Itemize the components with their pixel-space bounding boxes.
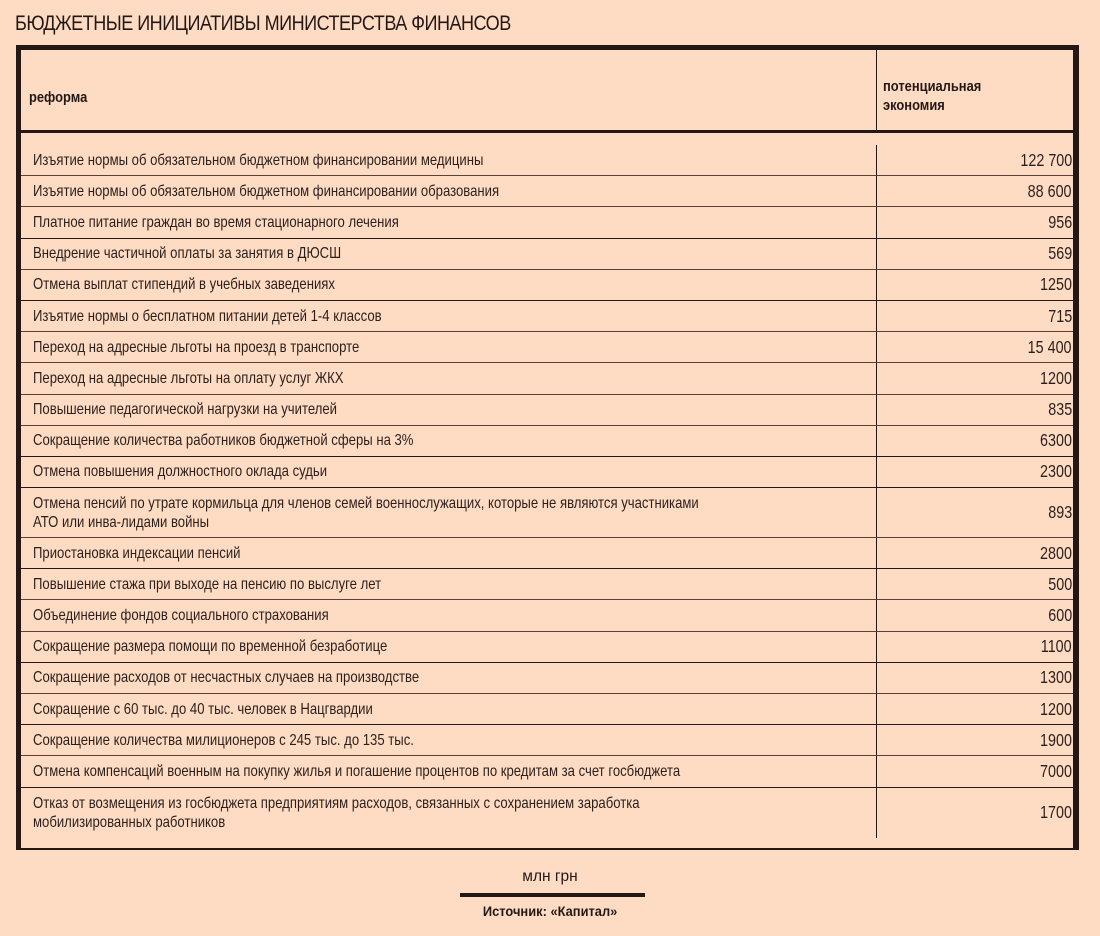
unit-label: млн грн bbox=[522, 868, 578, 885]
reform-cell bbox=[21, 207, 877, 237]
savings-value: 569 bbox=[1048, 243, 1072, 264]
savings-value: 1200 bbox=[1040, 698, 1072, 719]
table-row bbox=[21, 600, 1073, 631]
reform-text: Изъятие нормы об обязательном бюджетном финансировании медицины bbox=[33, 151, 484, 169]
savings-cell bbox=[877, 725, 1073, 755]
savings-cell bbox=[877, 569, 1073, 599]
savings-cell bbox=[877, 270, 1073, 300]
reform-text: Переход на адресные льготы на проезд в транспорте bbox=[33, 338, 360, 356]
savings-cell bbox=[877, 756, 1073, 786]
reform-cell bbox=[21, 332, 877, 362]
reform-cell bbox=[21, 725, 877, 755]
reform-text: Изъятие нормы о бесплатном питании детей 1-4 классов bbox=[33, 307, 382, 325]
savings-cell bbox=[877, 600, 1073, 630]
table-row bbox=[21, 207, 1073, 238]
savings-cell bbox=[877, 207, 1073, 237]
table-row bbox=[21, 694, 1073, 725]
table-row bbox=[21, 663, 1073, 694]
savings-cell bbox=[877, 538, 1073, 568]
reform-cell bbox=[21, 363, 877, 393]
savings-value: 956 bbox=[1048, 211, 1072, 232]
table-row bbox=[21, 145, 1073, 176]
savings-cell bbox=[877, 663, 1073, 693]
savings-value: 1200 bbox=[1040, 367, 1072, 388]
savings-value: 2800 bbox=[1040, 542, 1072, 563]
table-row bbox=[21, 239, 1073, 270]
table-row bbox=[21, 725, 1073, 756]
table-row bbox=[21, 301, 1073, 332]
reform-text: Отмена пенсий по утрате кормильца для членов семей военнослужащих, которые не являются участниками АТО или инва-лидами войны bbox=[33, 494, 699, 531]
table-row bbox=[21, 176, 1073, 207]
reform-text: Сокращение размера помощи по временной безработице bbox=[33, 638, 388, 656]
reform-cell bbox=[21, 663, 877, 693]
table-row bbox=[21, 332, 1073, 363]
table-row bbox=[21, 395, 1073, 426]
source-note bbox=[0, 903, 1100, 919]
reform-cell bbox=[21, 301, 877, 331]
reform-cell bbox=[21, 395, 877, 425]
savings-value: 1100 bbox=[1041, 636, 1072, 657]
reform-text: Приостановка индексации пенсий bbox=[33, 544, 241, 562]
column-header-reform: реформа bbox=[29, 89, 88, 106]
reform-text: Сокращение количества милиционеров с 245 тыс. до 135 тыс. bbox=[33, 731, 414, 749]
column-divider bbox=[876, 50, 877, 130]
column-header-savings bbox=[883, 77, 981, 115]
savings-cell bbox=[877, 395, 1073, 425]
table-row bbox=[21, 457, 1073, 488]
reform-cell bbox=[21, 756, 877, 786]
reform-cell bbox=[21, 488, 877, 537]
savings-value: 1250 bbox=[1040, 274, 1072, 295]
reform-text: Объединение фондов социального страхования bbox=[33, 607, 329, 625]
column-header-savings-line-1: потенциальная bbox=[883, 78, 982, 95]
savings-value: 1700 bbox=[1040, 802, 1072, 823]
savings-value: 122 700 bbox=[1020, 149, 1072, 170]
table-row bbox=[21, 569, 1073, 600]
savings-value: 500 bbox=[1048, 573, 1072, 594]
savings-cell bbox=[877, 332, 1073, 362]
reform-text: Повышение педагогической нагрузки на учителей bbox=[33, 401, 337, 419]
column-header-savings-line-2: экономия bbox=[883, 97, 945, 114]
savings-cell bbox=[877, 632, 1073, 662]
reform-text: Изъятие нормы об обязательном бюджетном финансировании образования bbox=[33, 182, 500, 200]
savings-cell bbox=[877, 145, 1073, 175]
table-row bbox=[21, 538, 1073, 569]
savings-cell bbox=[877, 363, 1073, 393]
reform-text: Отмена выплат стипендий в учебных заведениях bbox=[33, 276, 335, 294]
reform-text: Сокращение количества работников бюджетной сферы на 3% bbox=[33, 432, 414, 450]
reform-cell bbox=[21, 145, 877, 175]
table-row bbox=[21, 426, 1073, 457]
savings-value: 7000 bbox=[1040, 760, 1072, 781]
savings-cell bbox=[877, 488, 1073, 537]
savings-cell bbox=[877, 694, 1073, 724]
reform-text: Сокращение с 60 тыс. до 40 тыс. человек в Нацгвардии bbox=[33, 700, 373, 718]
reform-text: Сокращение расходов от несчастных случаев на производстве bbox=[33, 669, 420, 687]
savings-cell bbox=[877, 176, 1073, 206]
table-header bbox=[21, 50, 1073, 133]
savings-value: 2300 bbox=[1040, 461, 1072, 482]
table-row bbox=[21, 632, 1073, 663]
savings-value: 15 400 bbox=[1028, 336, 1072, 357]
table-row bbox=[21, 756, 1073, 787]
savings-cell bbox=[877, 788, 1073, 838]
reform-cell bbox=[21, 270, 877, 300]
table-row bbox=[21, 788, 1073, 838]
savings-value: 1300 bbox=[1040, 667, 1072, 688]
table-body bbox=[21, 145, 1073, 838]
table-row bbox=[21, 488, 1073, 538]
table-row bbox=[21, 363, 1073, 394]
savings-cell bbox=[877, 301, 1073, 331]
reform-text: Отмена компенсаций военным на покупку жилья и погашение процентов по кредитам за счет госбюджета bbox=[33, 762, 681, 780]
reform-cell bbox=[21, 600, 877, 630]
reform-cell bbox=[21, 538, 877, 568]
reform-cell bbox=[21, 788, 877, 838]
savings-value: 1900 bbox=[1040, 729, 1072, 750]
reform-text: Переход на адресные льготы на оплату услуг ЖКХ bbox=[33, 369, 344, 387]
reform-cell bbox=[21, 239, 877, 269]
reform-cell bbox=[21, 457, 877, 487]
source-text: Источник: «Капитал» bbox=[482, 903, 618, 919]
savings-value: 88 600 bbox=[1028, 180, 1072, 201]
reform-text: Отказ от возмещения из госбюджета предприятиям расходов, связанных с сохранением заработка мобилизированных работников bbox=[33, 794, 640, 831]
savings-cell bbox=[877, 426, 1073, 456]
savings-value: 600 bbox=[1048, 605, 1072, 626]
savings-cell bbox=[877, 239, 1073, 269]
reform-cell bbox=[21, 569, 877, 599]
reform-text: Внедрение частичной оплаты за занятия в ДЮСШ bbox=[33, 245, 342, 263]
reform-text: Платное питание граждан во время стационарного лечения bbox=[33, 213, 399, 231]
reform-cell bbox=[21, 426, 877, 456]
savings-value: 835 bbox=[1048, 399, 1072, 420]
savings-value: 893 bbox=[1048, 502, 1072, 523]
savings-cell bbox=[877, 457, 1073, 487]
reform-text: Отмена повышения должностного оклада судьи bbox=[33, 463, 328, 481]
page-title: БЮДЖЕТНЫЕ ИНИЦИАТИВЫ МИНИСТЕРСТВА ФИНАНСОВ bbox=[15, 12, 511, 35]
table-row bbox=[21, 270, 1073, 301]
reform-text: Повышение стажа при выходе на пенсию по выслуге лет bbox=[33, 575, 382, 593]
savings-value: 6300 bbox=[1040, 430, 1072, 451]
footer-rule bbox=[460, 893, 645, 897]
reform-cell bbox=[21, 176, 877, 206]
reform-cell bbox=[21, 694, 877, 724]
savings-value: 715 bbox=[1048, 305, 1072, 326]
reform-cell bbox=[21, 632, 877, 662]
